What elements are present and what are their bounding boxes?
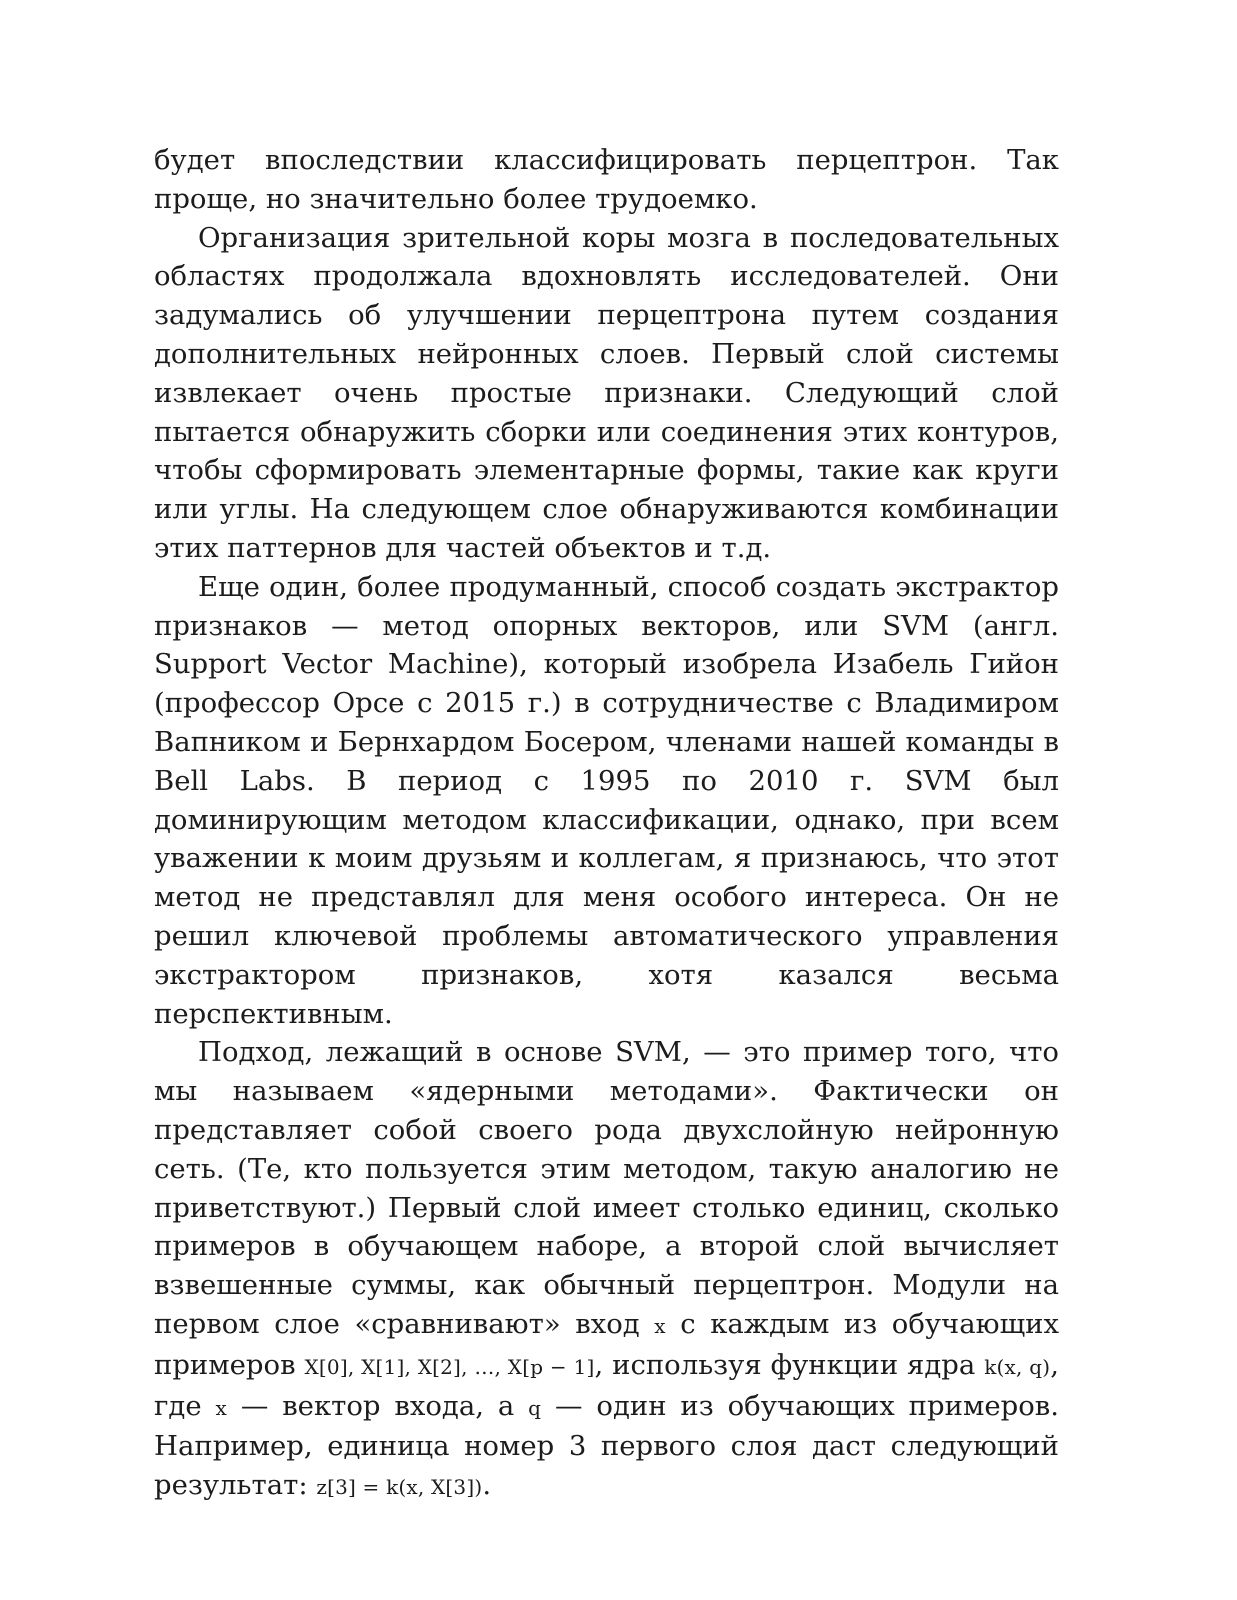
paragraph-3: Еще один, более продуманный, способ создать экстрактор признаков — метод опорных векторов, или SVM (англ. Support Vector Machine), который изобрела Изабель Гийон (профессор Орсе с 2015 г.) в сотрудничестве с Владимиром Вапником и Бернхардом Босером, членами нашей команды в Bell Labs. В период с 1995 по 2010 г. SVM был доминирующим методом классификации, однако, при всем уважении к моим друзьям и коллегам, я признаюсь, что этот метод не представлял для меня особого интереса. Он не решил ключевой проблемы автоматического управления экстрактором признаков, хотя казался весьма перспективным. bbox=[154, 570, 1059, 1030]
paragraph-1: будет впоследствии классифицировать перцептрон. Так проще, но значительно более трудоемко. bbox=[154, 144, 1059, 215]
math-input-x: x bbox=[654, 1313, 666, 1338]
math-kernel-function: k(x, q) bbox=[984, 1354, 1051, 1379]
paragraph-4-text-6: — один из обучающих примеров. Например, единица номер 3 первого слоя даст следующий результат: bbox=[154, 1389, 1059, 1502]
paragraph-4-text-7: . bbox=[482, 1469, 492, 1502]
paragraph-4-text-5: — вектор входа, а bbox=[226, 1389, 529, 1422]
document-page bbox=[154, 141, 1059, 1507]
math-result-formula: z[3] = k(x, X[3]) bbox=[316, 1475, 483, 1500]
paragraph-4-text-3: , используя функции ядра bbox=[594, 1348, 985, 1381]
math-example-q: q bbox=[528, 1395, 542, 1420]
math-vector-x: x bbox=[215, 1395, 227, 1420]
paragraph-4-text-1: Подход, лежащий в основе SVM, — это пример того, что мы называем «ядерными методами». Фактически он представляет собой своего рода двухслойную нейронную сеть. (Те, кто пользуется этим методом, такую аналогию не приветствуют.) Первый слой имеет столько единиц, сколько примеров в обучающем наборе, а второй слой вычисляет взвешенные суммы, как обычный перцептрон. Модули на первом слое «сравнивают» вход bbox=[154, 1036, 1059, 1340]
paragraph-4-text-2: с каждым из обучающих примеров bbox=[154, 1307, 1059, 1381]
math-training-examples: X[0], X[1], X[2], …, X[p − 1] bbox=[304, 1354, 595, 1379]
paragraph-4 bbox=[154, 1033, 1059, 1507]
paragraph-4-text-4: , где bbox=[154, 1348, 1060, 1422]
paragraph-2: Организация зрительной коры мозга в последовательных областях продолжала вдохновлять исследователей. Они задумались об улучшении перцептрона путем создания дополнительных нейронных слоев. Первый слой системы извлекает очень простые признаки. Следующий слой пытается обнаружить сборки или соединения этих контуров, чтобы сформировать элементарные формы, такие как круги или углы. На следующем слое обнаруживаются комбинации этих паттернов для частей объектов и т.д. bbox=[154, 221, 1059, 564]
